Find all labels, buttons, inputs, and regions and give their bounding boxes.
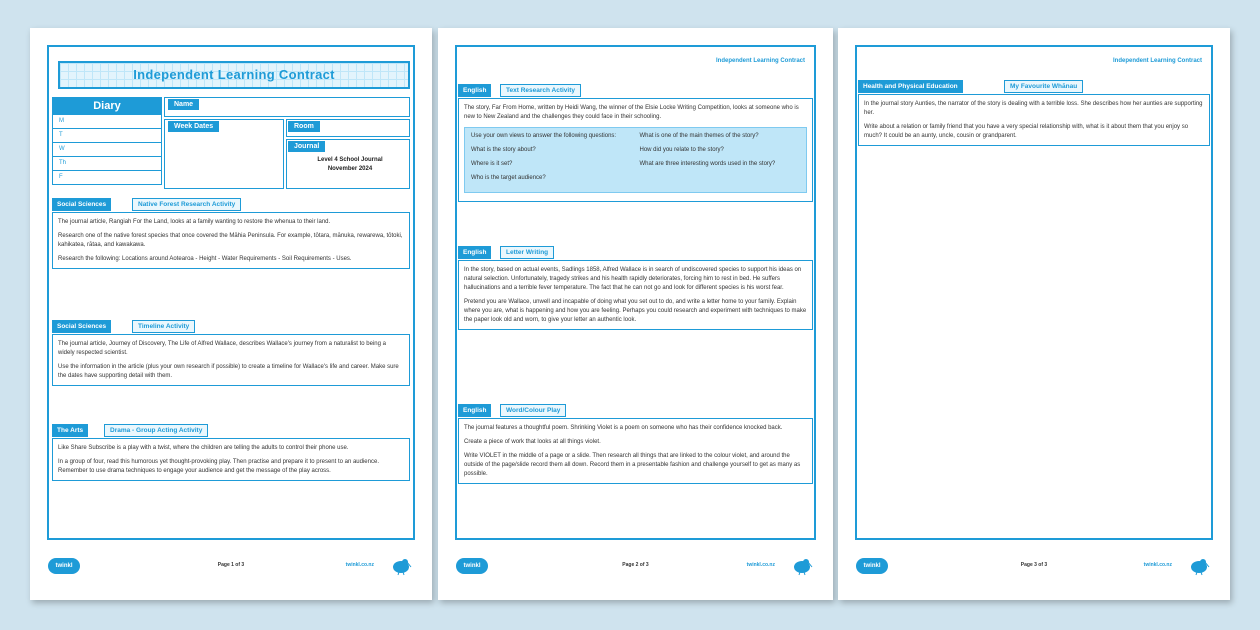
twinkl-logo: twinkl xyxy=(456,558,488,574)
name-label: Name xyxy=(168,99,199,110)
section-category: Social Sciences xyxy=(52,320,111,333)
diary-heading: Diary xyxy=(52,97,162,115)
paragraph: Write VIOLET in the middle of a page or a slide. Then research all things that are linked to the colour violet, and around the outside of the page/slide record them all down. Record them in a presentable fashion and challenge yourself to get as many as possible. xyxy=(464,453,801,477)
paragraph: In the story, based on actual events, Sadlings 1858, Alfred Wallace is in search of undiscovered species to support his ideas on natural selection. Unfortunately, tragedy strikes and his health rapidly deteriorates, forcing him to rest in bed. He suffers hallucinations and a terrible fever temperature. The fact that he can not go and look for different species is his worst fear. xyxy=(464,267,802,291)
diary-row-thu[interactable]: Th xyxy=(52,157,162,171)
section-category: English xyxy=(458,84,491,97)
site-url[interactable]: twinkl.co.nz xyxy=(746,562,775,568)
page-footer xyxy=(456,556,815,578)
running-head: Independent Learning Contract xyxy=(715,58,805,64)
paragraph: Research the following: Locations around Aotearoa - Height - Water Requirements - Soil Requirements - Uses. xyxy=(58,256,352,262)
paragraph: Pretend you are Wallace, unwell and incapable of doing what you set out to do, and write a letter home to your family. Explain where you are, what is happening and how you are feeling. Perhaps you could research and experiment with techniques to make the paper look old and worn, to give your letter an authentic look. xyxy=(464,299,807,323)
paragraph: Write about a relation or family friend that you have a very special relationship with, what is it about them that you enjoy so much? It could be an aunty, uncle, cousin or grandparent. xyxy=(864,124,1189,139)
kiwi-icon xyxy=(791,556,813,576)
diary-row-tue[interactable]: T xyxy=(52,129,162,143)
section-activity: Drama - Group Acting Activity xyxy=(104,424,208,437)
twinkl-logo: twinkl xyxy=(856,558,888,574)
section-activity: Letter Writing xyxy=(500,246,554,259)
kiwi-icon xyxy=(390,556,412,576)
question-item: How did you relate to the story? xyxy=(639,147,724,153)
section-body xyxy=(52,334,410,386)
section-category: The Arts xyxy=(52,424,88,437)
question-item: What are three interesting words used in the story? xyxy=(639,161,776,167)
section-category: English xyxy=(458,404,491,417)
section-category: English xyxy=(458,246,491,259)
site-url[interactable]: twinkl.co.nz xyxy=(1143,562,1172,568)
room-label: Room xyxy=(288,121,320,132)
question-item: Who is the target audience? xyxy=(471,175,546,181)
diary-row-wed[interactable]: W xyxy=(52,143,162,157)
contract-title: Independent Learning Contract xyxy=(133,67,335,82)
paragraph: Use the information in the article (plus your own research if possible) to create a timeline for Wallace's life and career. Make sure the dates have supporting detail with them. xyxy=(58,364,399,379)
paragraph: Like Share Subscribe is a play with a twist, where the children are telling the adults to control their phone use. xyxy=(58,445,349,451)
section-body xyxy=(458,418,813,484)
question-box xyxy=(464,127,807,193)
section-activity: Native Forest Research Activity xyxy=(132,198,241,211)
journal-level: Level 4 School Journal xyxy=(317,157,383,163)
section-timeline xyxy=(52,320,410,386)
paragraph: Research one of the native forest species that once covered the Māhia Peninsula. For example, tōtara, mānuka, rewarewa, tōtoki, kahikatea, rātaa, and kawakawa. xyxy=(58,233,403,248)
twinkl-logo: twinkl xyxy=(48,558,80,574)
page-1 xyxy=(30,28,432,600)
section-word-colour-play xyxy=(458,404,813,484)
question-item: What is the story about? xyxy=(471,147,536,153)
diary-table xyxy=(52,97,162,185)
paragraph: In a group of four, read this humorous yet thought-provoking play. Then practise and prepare it to present to an audience. Remember to use drama techniques to engage your audience and get the message of the play across. xyxy=(58,459,379,474)
diary-row-mon[interactable]: M xyxy=(52,115,162,129)
paragraph: The journal article, Rangiah For the Land, looks at a family wanting to restore the whenua to their land. xyxy=(58,219,331,225)
journal-label: Journal xyxy=(288,141,325,152)
page-number: Page 3 of 3 xyxy=(1020,562,1048,568)
site-url[interactable]: twinkl.co.nz xyxy=(345,562,374,568)
name-field[interactable] xyxy=(164,97,410,117)
kiwi-icon xyxy=(1188,556,1210,576)
section-body xyxy=(458,260,813,330)
page-number: Page 2 of 3 xyxy=(622,562,649,568)
section-body xyxy=(858,94,1210,146)
section-text-research xyxy=(458,84,813,202)
section-body xyxy=(52,212,410,269)
section-activity: Text Research Activity xyxy=(500,84,581,97)
paragraph: The journal article, Journey of Discovery, The Life of Alfred Wallace, describes Wallace's journey from a naturalist to being a widely respected scientist. xyxy=(58,341,386,356)
question-item: Where is it set? xyxy=(471,161,513,167)
section-body xyxy=(458,98,813,202)
question-item: What is one of the main themes of the story? xyxy=(639,133,759,139)
paragraph: In the journal story Aunties, the narrator of the story is dealing with a terrible loss. She describes how her aunties are supporting her. xyxy=(864,101,1203,116)
section-activity: My Favourite Whānau xyxy=(1004,80,1083,93)
running-head: Independent Learning Contract xyxy=(1112,58,1202,64)
page-2 xyxy=(438,28,833,600)
section-activity: Timeline Activity xyxy=(132,320,195,333)
question-item: Use your own views to answer the following questions: xyxy=(471,133,617,139)
section-category: Health and Physical Education xyxy=(858,80,963,93)
contract-title-bar xyxy=(58,61,410,89)
paragraph: Create a piece of work that looks at all things violet. xyxy=(464,439,601,445)
question-column-left xyxy=(471,132,632,188)
journal-info xyxy=(292,156,408,174)
journal-date: November 2024 xyxy=(327,166,373,172)
section-native-forest xyxy=(52,198,410,269)
section-body xyxy=(52,438,410,481)
diary-row-fri[interactable]: F xyxy=(52,171,162,185)
section-activity: Word/Colour Play xyxy=(500,404,566,417)
section-favourite-whanau xyxy=(858,80,1210,146)
section-category: Social Sciences xyxy=(52,198,111,211)
page-3 xyxy=(838,28,1230,600)
question-column-right xyxy=(640,132,801,188)
page-footer xyxy=(856,556,1212,578)
section-drama xyxy=(52,424,410,481)
paragraph: The story, Far From Home, written by Heidi Wang, the winner of the Elsie Locke Writing Competition, looks at someone who is new to New Zealand and the challenges they could face in their schooling. xyxy=(464,105,799,120)
page-footer xyxy=(48,556,414,578)
page-number: Page 1 of 3 xyxy=(217,562,245,568)
section-letter-writing xyxy=(458,246,813,330)
paragraph: The journal features a thoughtful poem. Shrinking Violet is a poem on someone who has their confidence knocked back. xyxy=(464,425,783,431)
week-dates-label: Week Dates xyxy=(168,121,219,132)
